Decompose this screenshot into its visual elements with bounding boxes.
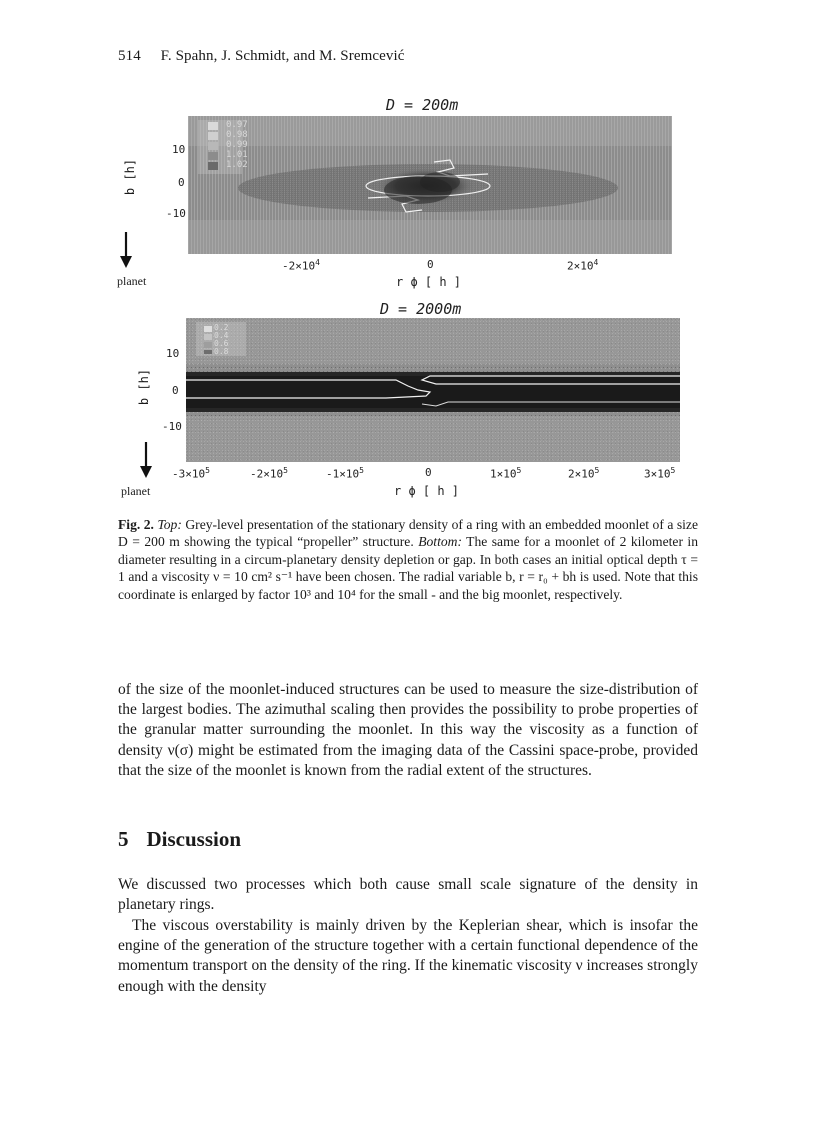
top-legend-value: 0.97 — [226, 120, 248, 130]
bottom-x-tick: $2\times 10^5$ — [568, 466, 600, 481]
authors: F. Spahn, J. Schmidt, and M. Sremcević — [160, 48, 405, 64]
bottom-x-axis-label: r ϕ [ h ] — [394, 484, 460, 498]
section-number: 5 — [118, 827, 129, 851]
body-paragraph: of the size of the moonlet-induced structures can be used to measure the size-distribution of the largest bodies. The azimuthal scaling then provides the possibility to probe properties of the granular matter surrounding the moonlet. In this way the viscosity as a function of density ν(σ) might be estimated from the imaging data of the Cassini space-probe, provided that the size of the moonlet is known from the radial extent of the structures. — [118, 681, 698, 779]
page-number: 514 — [118, 48, 141, 64]
caption-top-text: Grey-level presentation of the stationary density of a ring with an embedded moonlet of a size D = 200 m showing the typical “propeller” structure. — [118, 517, 699, 550]
running-head — [118, 48, 405, 65]
top-x-tick: $2\times 10^4$ — [567, 258, 599, 273]
bottom-density-map — [186, 318, 680, 462]
top-y-axis-label: b [h] — [123, 158, 138, 196]
top-legend-value: 0.98 — [226, 130, 248, 140]
bottom-x-tick: $1\times 10^5$ — [490, 466, 522, 481]
bottom-legend-value: 0.2 — [214, 323, 229, 332]
bottom-x-tick: $-3\times 10^5$ — [172, 466, 210, 481]
top-plot-panel — [188, 116, 672, 254]
bottom-plot-panel — [186, 318, 680, 462]
bottom-planet-arrow-icon — [139, 440, 153, 480]
caption-top-label: Top: — [157, 517, 182, 532]
bottom-x-tick: $-1\times 10^5$ — [326, 466, 364, 481]
top-y-tick: 10 — [172, 143, 186, 156]
top-x-tick: 0 — [427, 258, 434, 271]
body-paragraph: The viscous overstability is mainly driven by the Keplerian shear, which is insofar the engine of the generation of the structure together with a certain functional dependence of the momentum transport on the density of the ring. If the kinematic viscosity ν increases strongly enough with the density — [118, 917, 698, 995]
caption-bottom-text: The same for a moonlet of 2 kilometer in diameter resulting in a circum-planetary density depletion or gap. In both cases an initial optical depth τ = 1 and a viscosity ν = 10 cm² s⁻¹ have been chosen. The radial variable b, r = r₀ + bh is used. Note that this coordinate is enlarged by factor 10³ and 10⁴ for the small - and the big moonlet, respectively. — [118, 534, 698, 602]
section-heading — [118, 827, 241, 852]
bottom-x-tick: $3\times 10^5$ — [644, 466, 676, 481]
body-paragraph: We discussed two processes which both cause small scale signature of the density in planetary rings. — [118, 876, 698, 914]
section-title: Discussion — [146, 827, 242, 851]
bottom-legend-value: 0.8 — [214, 347, 229, 356]
top-legend-value: 1.02 — [226, 160, 248, 170]
top-planet-arrow-icon — [119, 230, 133, 270]
bottom-legend-value: 0.6 — [214, 339, 229, 348]
figure-caption — [118, 516, 698, 603]
bottom-y-tick: 10 — [166, 347, 180, 360]
bottom-legend-value: 0.4 — [214, 331, 229, 340]
top-x-axis-label: r ϕ [ h ] — [396, 275, 462, 289]
caption-label: Fig. 2. — [118, 517, 154, 532]
top-density-map — [188, 116, 672, 254]
bottom-y-tick: -10 — [162, 420, 182, 433]
bottom-x-tick: 0 — [425, 466, 432, 479]
caption-bottom-label: Bottom: — [418, 534, 462, 550]
bottom-planet-label: planet — [121, 484, 151, 498]
top-y-tick: -10 — [166, 207, 186, 220]
bottom-plot-title: D = 2000m — [380, 300, 462, 318]
top-y-tick: 0 — [178, 176, 185, 189]
top-x-tick: $-2\times 10^4$ — [282, 258, 320, 273]
bottom-y-axis-label: b [h] — [137, 368, 152, 406]
top-planet-label: planet — [117, 274, 147, 288]
bottom-y-tick: 0 — [172, 384, 179, 397]
bottom-x-tick: $-2\times 10^5$ — [250, 466, 288, 481]
top-plot-title: D = 200m — [386, 96, 459, 114]
top-legend-value: 1.01 — [226, 150, 248, 160]
top-legend-value: 0.99 — [226, 140, 248, 150]
